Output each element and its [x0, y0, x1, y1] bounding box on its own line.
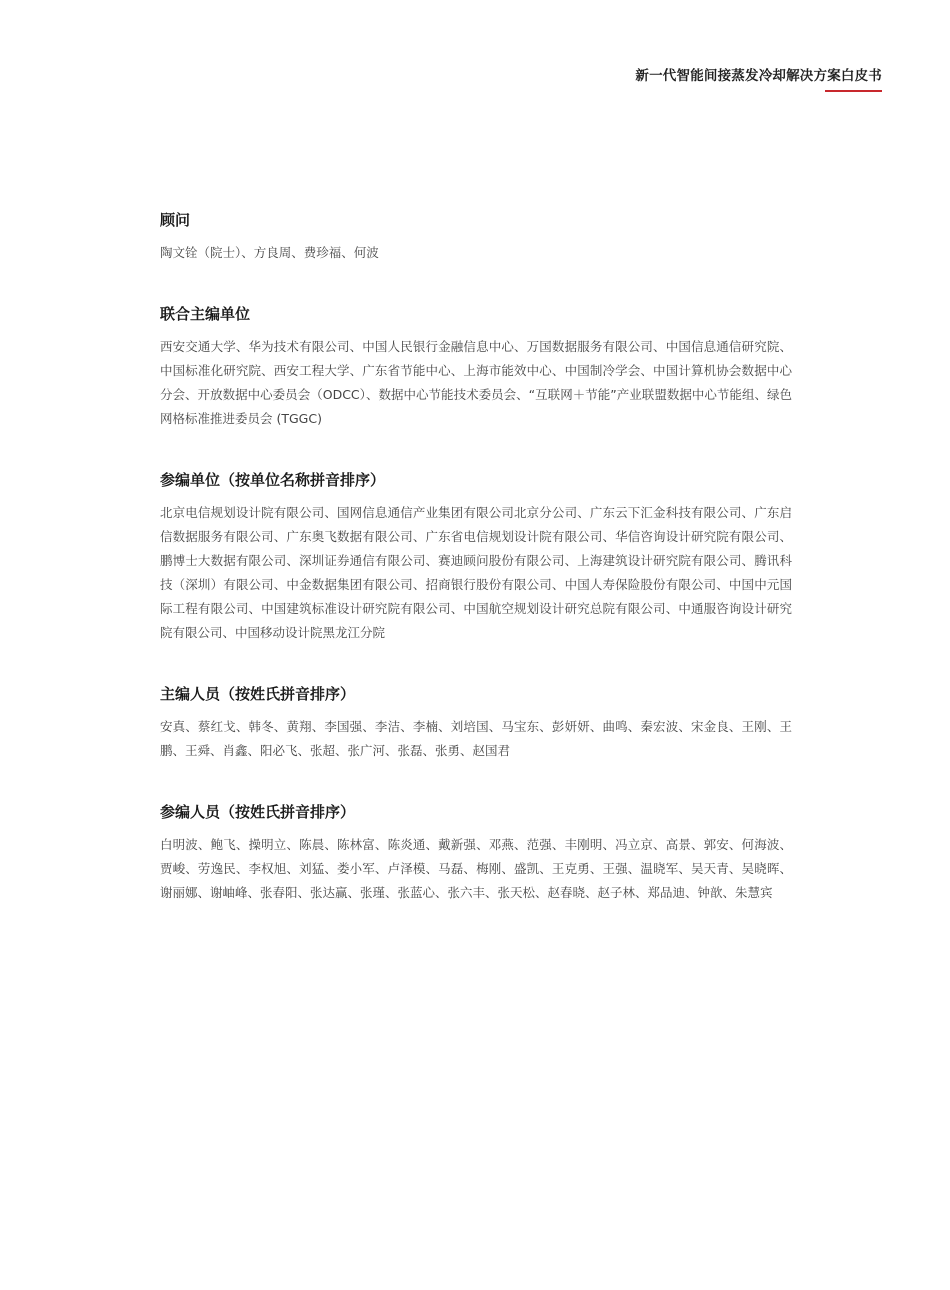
- section-chief-editing-units: [160, 303, 792, 431]
- section-advisors: [160, 209, 792, 265]
- section-chief-editors: [160, 683, 792, 763]
- section-body: 陶文铨（院士）、方良周、费珍福、何波: [160, 245, 379, 260]
- section-title: 主编人员（按姓氏拼音排序）: [160, 685, 356, 703]
- section-body: 白明波、鲍飞、操明立、陈晨、陈林富、陈炎通、戴新强、邓燕、范强、丰刚明、冯立京、高景、郭安、何海波、贾峻、劳逸民、李权旭、刘猛、娄小军、卢泽模、马磊、梅刚、盛凯、王克勇、王强、温晓军、吴天青、吴晓晖、谢丽娜、谢岫峰、张春阳、张达赢、张瑾、张蓝心、张六丰、张天松、赵春晓、赵子林、郑品迪、钟歆、朱慧宾: [160, 837, 792, 900]
- document-title: 新一代智能间接蒸发冷却解决方案白皮书: [635, 68, 882, 84]
- section-title: 顾问: [160, 211, 191, 229]
- title-accent-line: [825, 90, 882, 92]
- section-contributors: [160, 801, 792, 905]
- section-title: 联合主编单位: [160, 305, 251, 323]
- section-title: 参编单位（按单位名称拼音排序）: [160, 471, 386, 489]
- credits-content: [160, 209, 792, 943]
- section-participating-units: [160, 469, 792, 645]
- section-title: 参编人员（按姓氏拼音排序）: [160, 803, 356, 821]
- section-body: 安真、蔡红戈、韩冬、黄翔、李国强、李洁、李楠、刘培国、马宝东、彭妍妍、曲鸣、秦宏波、宋金良、王刚、王鹏、王舜、肖鑫、阳必飞、张超、张广河、张磊、张勇、赵国君: [160, 719, 792, 758]
- section-body: 西安交通大学、华为技术有限公司、中国人民银行金融信息中心、万国数据服务有限公司、中国信息通信研究院、中国标准化研究院、西安工程大学、广东省节能中心、上海市能效中心、中国制冷学会、中国计算机协会数据中心分会、开放数据中心委员会（ODCC）、数据中心节能技术委员会、“互联网＋节能”产业联盟数据中心节能组、绿色网格标准推进委员会 (TGGC): [160, 339, 792, 426]
- page-header: [635, 64, 882, 92]
- section-body: 北京电信规划设计院有限公司、国网信息通信产业集团有限公司北京分公司、广东云下汇金科技有限公司、广东启信数据服务有限公司、广东奥飞数据有限公司、广东省电信规划设计院有限公司、华信咨询设计研究院有限公司、鹏博士大数据有限公司、深圳证券通信有限公司、赛迪顾问股份有限公司、上海建筑设计研究院有限公司、腾讯科技（深圳）有限公司、中金数据集团有限公司、招商银行股份有限公司、中国人寿保险股份有限公司、中国中元国际工程有限公司、中国建筑标准设计研究院有限公司、中国航空规划设计研究总院有限公司、中通服咨询设计研究院有限公司、中国移动设计院黑龙江分院: [160, 505, 792, 640]
